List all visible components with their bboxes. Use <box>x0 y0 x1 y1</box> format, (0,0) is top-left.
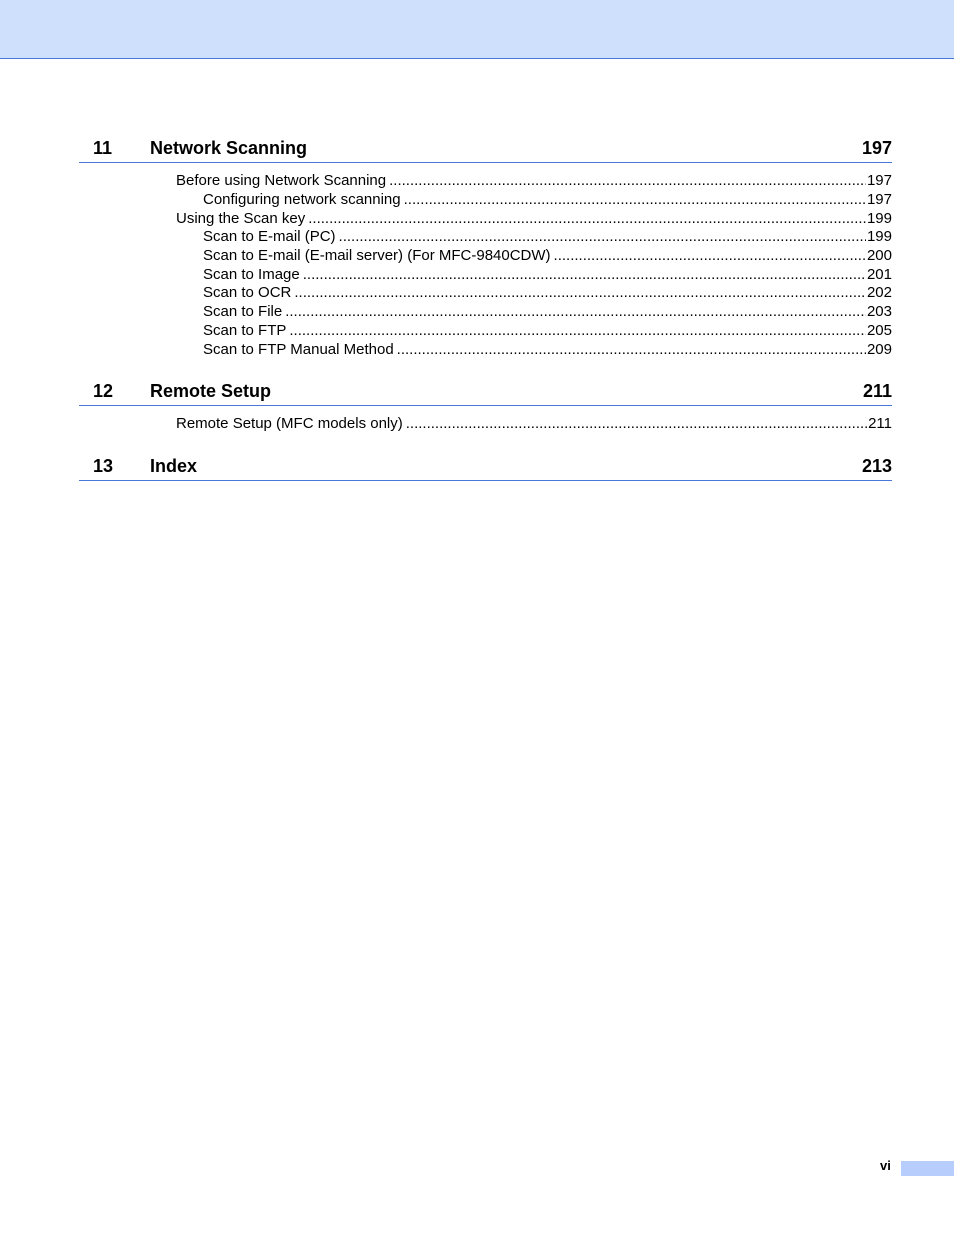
chapter-number: 12 <box>93 381 114 401</box>
toc-entry[interactable] <box>203 191 892 209</box>
dot-leader <box>406 415 867 433</box>
entry-label: Before using Network Scanning <box>176 172 387 189</box>
dot-leader <box>339 228 866 246</box>
entry-label: Scan to E-mail (E-mail server) (For MFC-9840CDW) <box>203 247 551 264</box>
entry-label: Scan to FTP <box>203 322 287 339</box>
page-tab-marker <box>901 1161 954 1176</box>
chapter-title: Index <box>150 456 198 476</box>
toc-entry[interactable] <box>203 284 892 302</box>
chapter-page: 197 <box>861 138 892 158</box>
header-band <box>0 0 954 59</box>
entry-page: 201 <box>866 266 892 283</box>
chapter-heading-12[interactable] <box>79 381 892 406</box>
dot-leader <box>397 341 866 359</box>
entry-page: 200 <box>866 247 892 264</box>
entry-page: 203 <box>866 303 892 320</box>
entry-page: 205 <box>866 322 892 339</box>
dot-leader <box>308 210 866 228</box>
toc-entry[interactable] <box>176 210 892 228</box>
entry-page: 199 <box>866 228 892 245</box>
chapter-heading-13[interactable] <box>79 456 892 481</box>
chapter-number: 11 <box>93 138 113 158</box>
entry-label: Scan to File <box>203 303 283 320</box>
chapter-page: 211 <box>862 381 892 401</box>
entry-page: 209 <box>866 341 892 358</box>
toc-entry[interactable] <box>203 228 892 246</box>
dot-leader <box>289 322 866 340</box>
entry-label: Configuring network scanning <box>203 191 401 208</box>
entry-label: Remote Setup (MFC models only) <box>176 415 403 432</box>
entry-page: 197 <box>866 191 892 208</box>
dot-leader <box>285 303 866 321</box>
entry-label: Scan to OCR <box>203 284 292 301</box>
toc-entry[interactable] <box>203 266 892 284</box>
toc-entry[interactable] <box>203 341 892 359</box>
entry-page: 197 <box>866 172 892 189</box>
dot-leader <box>554 247 866 265</box>
dot-leader <box>303 266 866 284</box>
chapter-title: Network Scanning <box>150 138 308 158</box>
page-number: vi <box>880 1158 891 1173</box>
chapter-heading-11[interactable] <box>79 138 892 163</box>
entry-page: 199 <box>866 210 892 227</box>
chapter-title: Remote Setup <box>150 381 272 401</box>
toc-entry[interactable] <box>176 172 892 190</box>
entry-label: Scan to E-mail (PC) <box>203 228 336 245</box>
entry-page: 211 <box>868 415 892 432</box>
dot-leader <box>294 284 866 302</box>
entry-label: Scan to Image <box>203 266 300 283</box>
chapter-number: 13 <box>93 456 114 476</box>
entry-label: Using the Scan key <box>176 210 306 227</box>
toc-entry[interactable] <box>176 415 892 433</box>
dot-leader <box>389 172 866 190</box>
toc-entry[interactable] <box>203 303 892 321</box>
toc-entry[interactable] <box>203 247 892 265</box>
chapter-page: 213 <box>861 456 892 476</box>
entry-page: 202 <box>866 284 892 301</box>
entry-label: Scan to FTP Manual Method <box>203 341 394 358</box>
dot-leader <box>404 191 866 209</box>
toc-entry[interactable] <box>203 322 892 340</box>
